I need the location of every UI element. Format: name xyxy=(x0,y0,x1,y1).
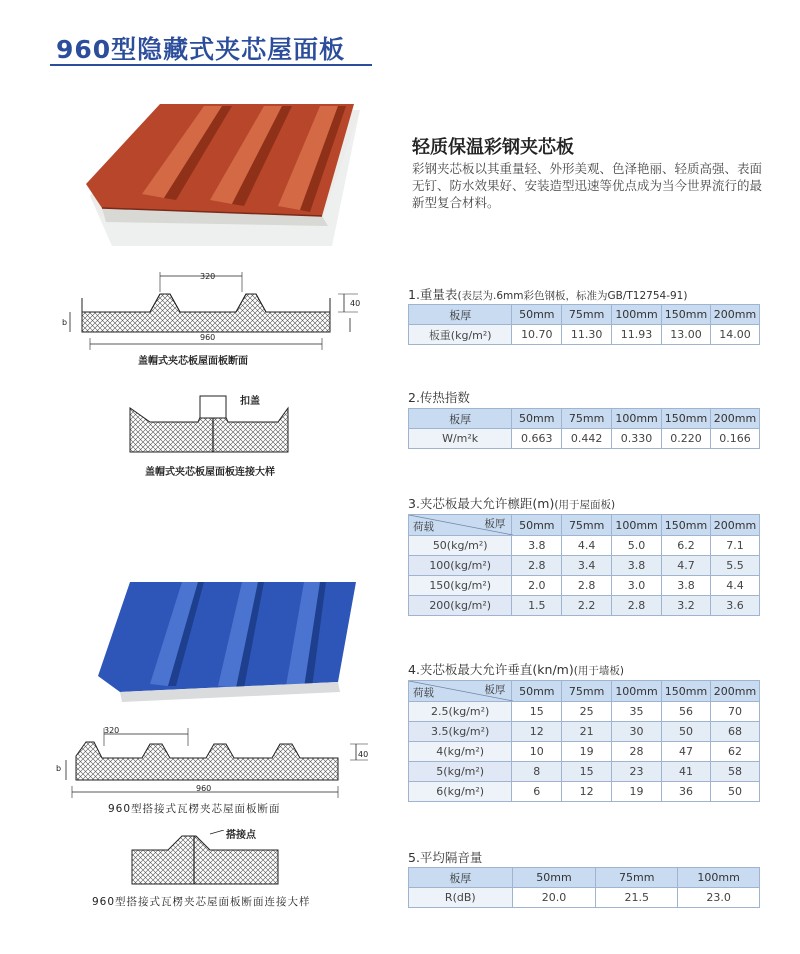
header-cell: 100mm xyxy=(612,515,662,536)
table4-title-text: 4.夹芯板最大允许垂直(kn/m) xyxy=(408,662,574,677)
table-cell: 3.0 xyxy=(612,576,662,596)
table-cell: 3.2 xyxy=(662,596,711,616)
drawing1-caption: 盖帽式夹芯板屋面板断面 xyxy=(138,356,248,367)
table4-title xyxy=(408,660,624,678)
table-cell: 13.00 xyxy=(662,325,711,345)
sound-insulation-table xyxy=(408,867,760,908)
table-cell: 20.0 xyxy=(512,888,596,908)
table-cell: 1.5 xyxy=(512,596,562,616)
corner-load-label: 荷载 xyxy=(413,521,434,533)
row-label: 板重(kg/m²) xyxy=(409,325,512,345)
header-cell: 100mm xyxy=(612,409,662,429)
table-cell: 3.4 xyxy=(562,556,612,576)
row-label: 150(kg/m²) xyxy=(409,576,512,596)
header-cell: 200mm xyxy=(710,305,759,325)
row-label: R(dB) xyxy=(409,888,513,908)
header-cell: 100mm xyxy=(612,305,662,325)
table-cell: 6 xyxy=(512,782,562,802)
product-heading: 轻质保温彩钢夹芯板 xyxy=(412,137,574,158)
heat-transfer-table xyxy=(408,408,760,449)
weight-table xyxy=(408,304,760,345)
table-cell: 0.330 xyxy=(612,429,662,449)
table-cell: 11.93 xyxy=(612,325,662,345)
table-cell: 21 xyxy=(562,722,612,742)
corner-load-label: 荷载 xyxy=(413,687,434,699)
table-cell: 58 xyxy=(710,762,759,782)
header-cell: 50mm xyxy=(512,515,562,536)
drawing4-caption: 960型搭接式瓦楞夹芯屋面板断面连接大样 xyxy=(92,896,311,908)
header-cell: 50mm xyxy=(512,868,596,888)
dim-pitch-label-2: 320 xyxy=(104,726,120,735)
row-label: 2.5(kg/m²) xyxy=(409,702,512,722)
table-cell: 5.5 xyxy=(711,556,760,576)
table-cell: 50 xyxy=(662,722,711,742)
callout-cap-label: 扣盖 xyxy=(240,396,260,407)
header-cell: 200mm xyxy=(711,515,760,536)
dim-width-label: 960 xyxy=(200,333,216,342)
dim-b-label: b xyxy=(62,318,68,327)
table-cell: 23.0 xyxy=(678,888,760,908)
table-cell: 2.2 xyxy=(562,596,612,616)
header-cell: 75mm xyxy=(562,409,612,429)
table1-title xyxy=(408,285,687,303)
table-cell: 12 xyxy=(512,722,562,742)
red-roof-panel-image xyxy=(82,98,362,248)
dim-height-label: 40 xyxy=(350,299,361,308)
table3-subtitle: (用于屋面板) xyxy=(554,499,616,511)
corner-cell xyxy=(409,681,512,702)
table1-title-text: 1.重量表 xyxy=(408,287,458,302)
header-cell: 75mm xyxy=(562,681,612,702)
blue-wall-panel-image xyxy=(90,574,358,704)
table-cell: 10.70 xyxy=(512,325,562,345)
table-cell: 3.8 xyxy=(662,576,711,596)
table-cell: 4.7 xyxy=(662,556,711,576)
row-label: 5(kg/m²) xyxy=(409,762,512,782)
table-cell: 70 xyxy=(710,702,759,722)
dim-b-label-2: b xyxy=(56,764,62,773)
header-cell: 板厚 xyxy=(409,409,512,429)
product-intro: 彩钢夹芯板以其重量轻、外形美观、色泽艳丽、轻质高强、表面无钉、防水效果好、安装造型迅速等优点成为当今世界流行的最新型复合材料。 xyxy=(412,161,763,210)
table-cell: 0.663 xyxy=(512,429,562,449)
header-cell: 100mm xyxy=(612,681,662,702)
drawing3-caption: 960型搭接式瓦楞夹芯屋面板断面 xyxy=(108,803,281,815)
table-cell: 35 xyxy=(612,702,662,722)
table-cell: 41 xyxy=(662,762,711,782)
header-cell: 75mm xyxy=(596,868,678,888)
row-label: 200(kg/m²) xyxy=(409,596,512,616)
header-cell: 150mm xyxy=(662,305,711,325)
table5-title: 5.平均隔音量 xyxy=(408,850,483,865)
row-label: 6(kg/m²) xyxy=(409,782,512,802)
table-cell: 4.4 xyxy=(562,536,612,556)
table-cell: 36 xyxy=(662,782,711,802)
table-cell: 5.0 xyxy=(612,536,662,556)
table-cell: 21.5 xyxy=(596,888,678,908)
header-cell: 150mm xyxy=(662,681,711,702)
table-cell: 10 xyxy=(512,742,562,762)
table-cell: 3.8 xyxy=(612,556,662,576)
table2-title: 2.传热指数 xyxy=(408,390,470,405)
corner-cell xyxy=(409,515,512,536)
table-cell: 23 xyxy=(612,762,662,782)
header-cell: 75mm xyxy=(562,305,612,325)
table3-title-text: 3.夹芯板最大允许檩距(m) xyxy=(408,496,555,511)
drawing2-caption: 盖帽式夹芯板屋面板连接大样 xyxy=(145,467,275,478)
title-underline xyxy=(50,64,372,66)
table-cell: 11.30 xyxy=(562,325,612,345)
row-label: W/m²k xyxy=(409,429,512,449)
header-cell: 200mm xyxy=(710,681,759,702)
row-label: 100(kg/m²) xyxy=(409,556,512,576)
table1-subtitle: (表层为.6mm彩色钢板，标准为GB/T12754-91) xyxy=(457,290,688,302)
table-cell: 15 xyxy=(512,702,562,722)
dim-pitch-label: 320 xyxy=(200,272,216,281)
cap-panel-section-drawing xyxy=(60,268,380,354)
header-cell: 150mm xyxy=(662,515,711,536)
header-cell: 50mm xyxy=(512,305,562,325)
page-title: 960型隐藏式夹芯屋面板 xyxy=(56,35,346,64)
header-cell: 100mm xyxy=(678,868,760,888)
vertical-load-table xyxy=(408,680,760,802)
header-cell: 50mm xyxy=(512,409,562,429)
header-cell: 50mm xyxy=(512,681,562,702)
table-cell: 2.8 xyxy=(512,556,562,576)
table-cell: 4.4 xyxy=(711,576,760,596)
dim-width-label-2: 960 xyxy=(196,784,212,793)
table-cell: 3.8 xyxy=(512,536,562,556)
table-cell: 15 xyxy=(562,762,612,782)
header-cell: 150mm xyxy=(662,409,711,429)
table-cell: 30 xyxy=(612,722,662,742)
table-cell: 50 xyxy=(710,782,759,802)
table-cell: 62 xyxy=(710,742,759,762)
header-cell: 75mm xyxy=(562,515,612,536)
row-label: 4(kg/m²) xyxy=(409,742,512,762)
callout-lap-label: 搭接点 xyxy=(226,830,256,841)
table4-subtitle: (用于墙板) xyxy=(573,665,624,677)
table-cell: 8 xyxy=(512,762,562,782)
table-cell: 0.166 xyxy=(711,429,760,449)
table-cell: 6.2 xyxy=(662,536,711,556)
lap-panel-joint-drawing xyxy=(128,830,288,890)
table-cell: 7.1 xyxy=(711,536,760,556)
table-cell: 56 xyxy=(662,702,711,722)
dim-height-label-2: 40 xyxy=(358,750,369,759)
table-cell: 25 xyxy=(562,702,612,722)
corner-thickness-label: 板厚 xyxy=(484,518,506,530)
table-cell: 28 xyxy=(612,742,662,762)
table-cell: 0.442 xyxy=(562,429,612,449)
header-cell: 200mm xyxy=(711,409,760,429)
table-cell: 2.8 xyxy=(612,596,662,616)
header-cell: 板厚 xyxy=(409,868,513,888)
table-cell: 2.8 xyxy=(562,576,612,596)
purlin-spacing-table xyxy=(408,514,760,616)
table-cell: 3.6 xyxy=(711,596,760,616)
table3-title xyxy=(408,494,615,512)
row-label: 50(kg/m²) xyxy=(409,536,512,556)
table-cell: 19 xyxy=(612,782,662,802)
table-cell: 68 xyxy=(710,722,759,742)
header-cell: 板厚 xyxy=(409,305,512,325)
table-cell: 2.0 xyxy=(512,576,562,596)
corner-thickness-label: 板厚 xyxy=(484,684,506,696)
table-cell: 19 xyxy=(562,742,612,762)
table-cell: 47 xyxy=(662,742,711,762)
table-cell: 14.00 xyxy=(710,325,759,345)
table-cell: 0.220 xyxy=(662,429,711,449)
lap-panel-section-drawing xyxy=(58,724,378,804)
cap-panel-joint-drawing xyxy=(128,392,298,462)
row-label: 3.5(kg/m²) xyxy=(409,722,512,742)
table-cell: 12 xyxy=(562,782,612,802)
